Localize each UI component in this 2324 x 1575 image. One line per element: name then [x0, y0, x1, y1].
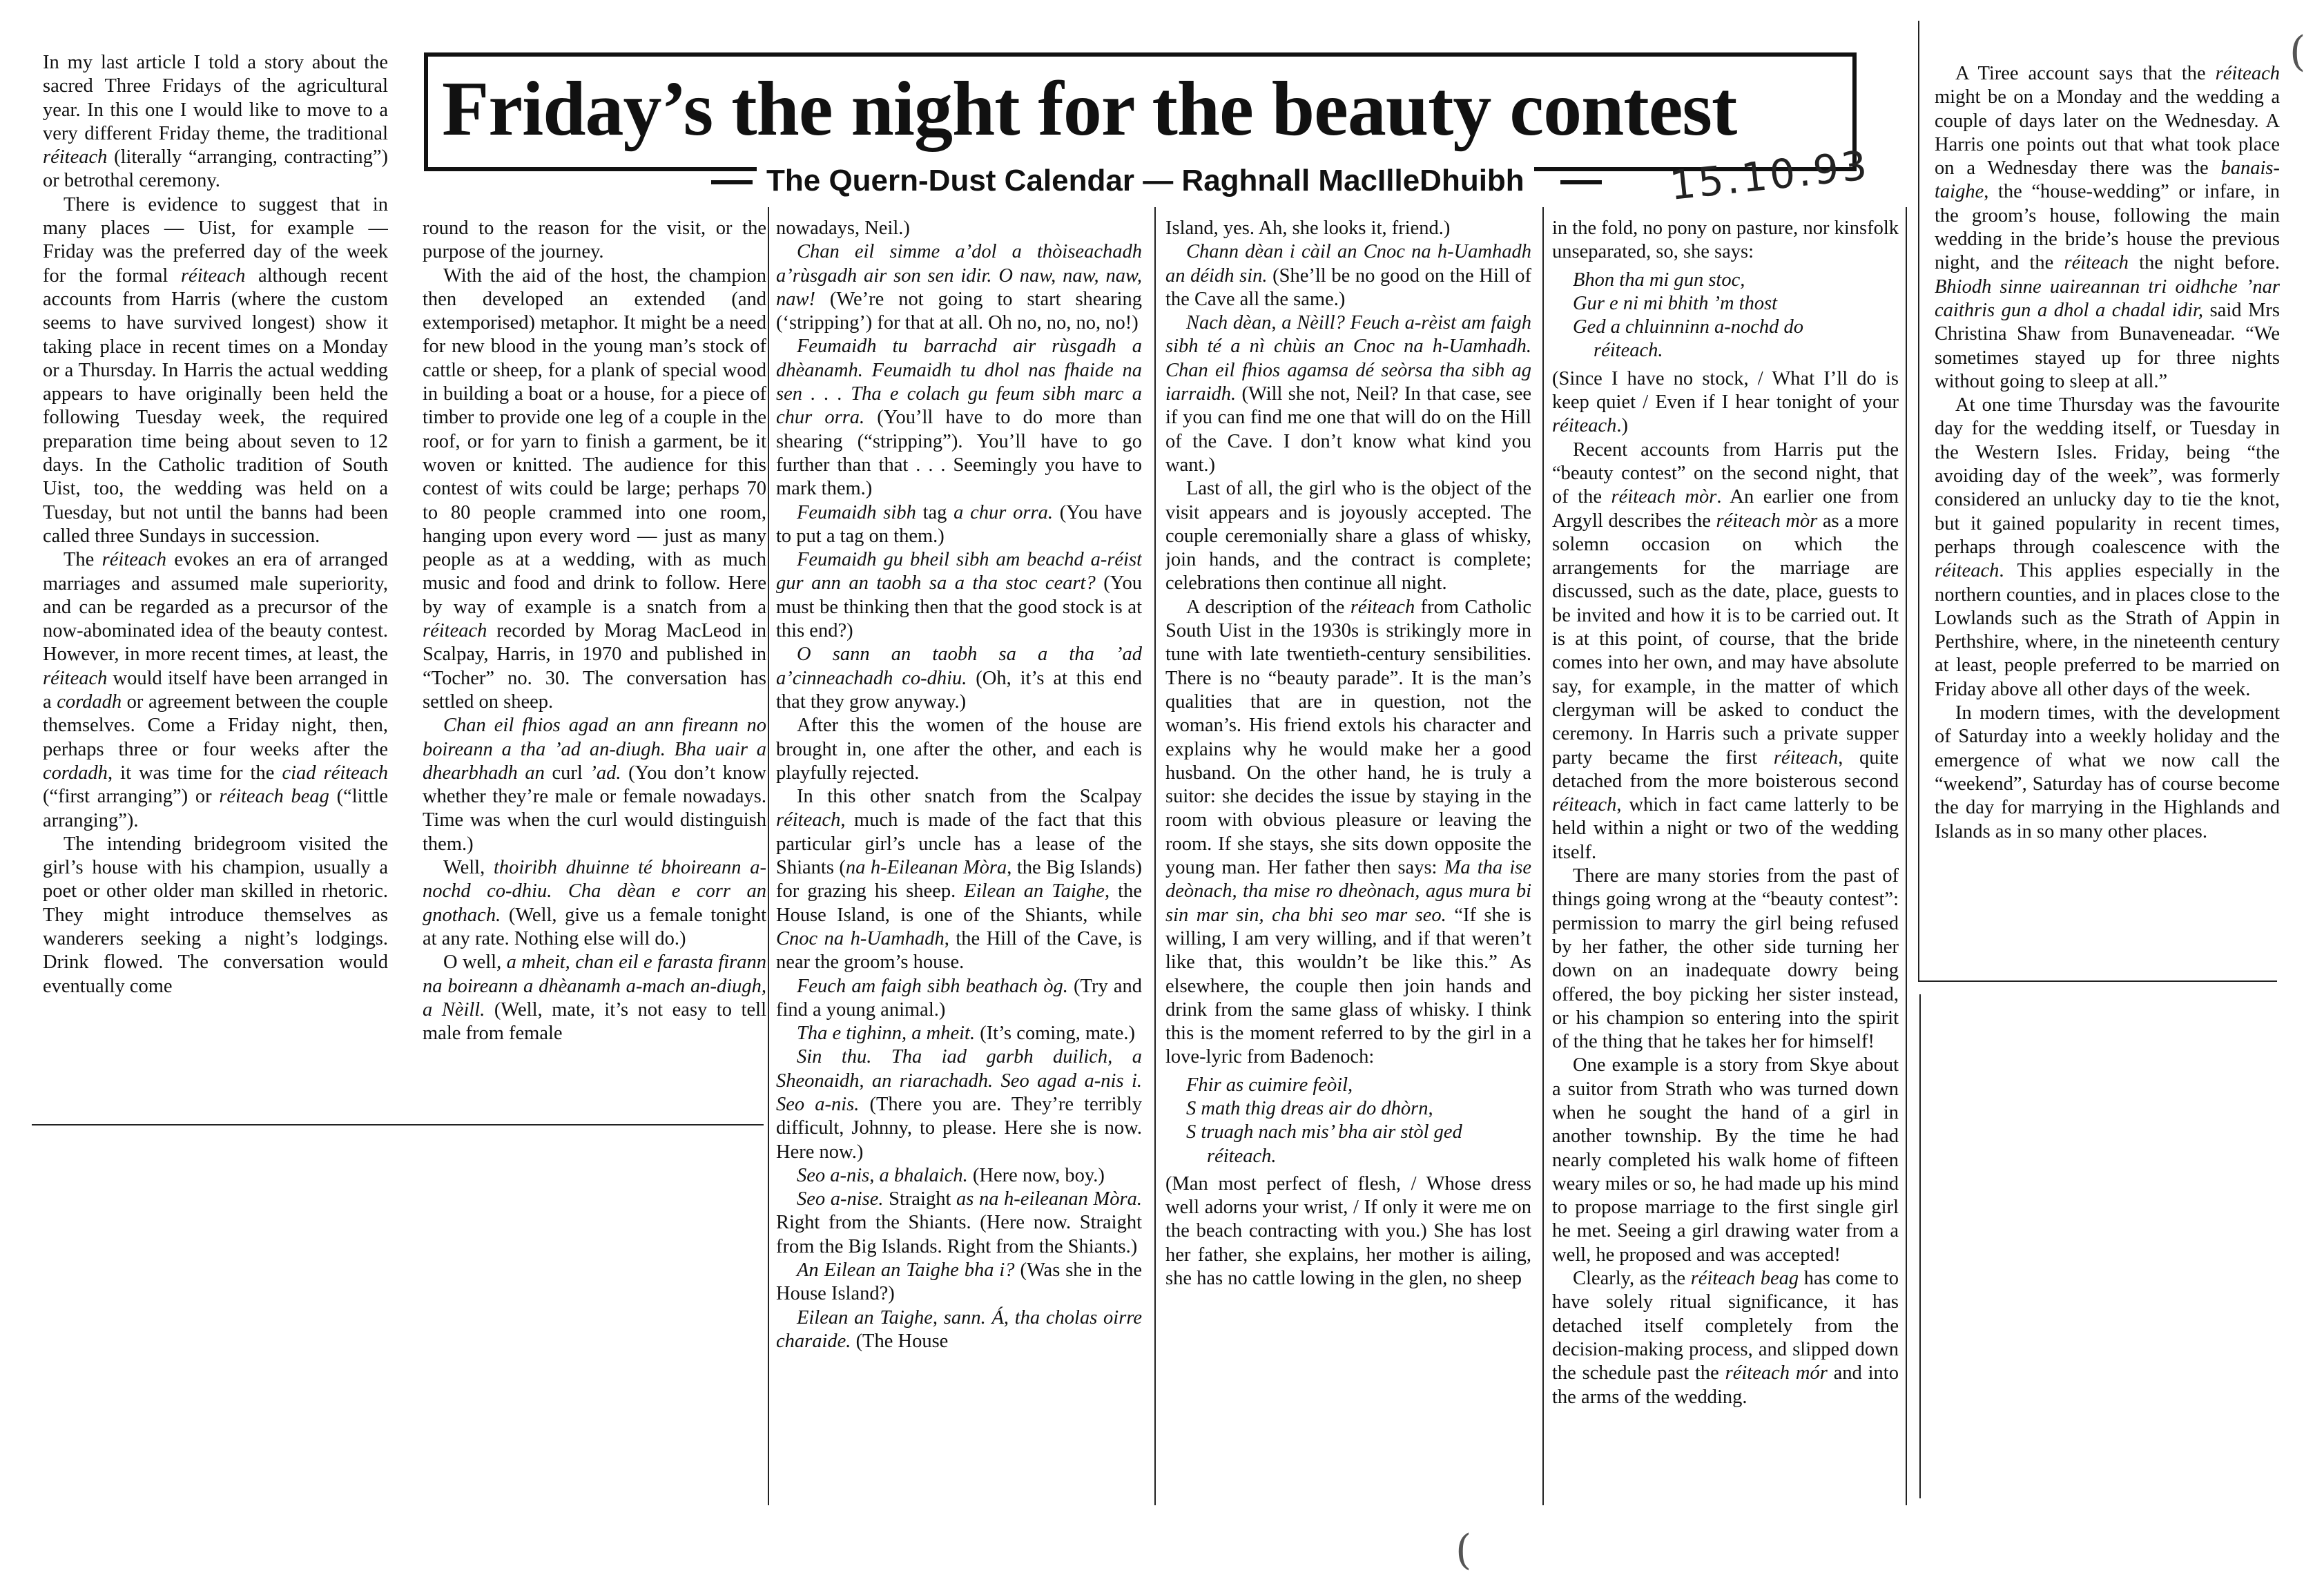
verse-line: réiteach.	[1594, 340, 1663, 362]
margin-mark: (	[1455, 1526, 1472, 1574]
paragraph: (Since I have no stock, / What I’ll do is keep quiet / Even if I hear tonight of your réiteach.)	[1552, 367, 1899, 437]
paragraph: There is evidence to suggest that in many places — Uist, for example — Friday was the preferred day of the week for the formal réiteach although recent accounts from Harris (where the custom seems to have survived longest) show it taking place in recent times on a Monday or a Thursday. In Harris the actual wedding appears to have originally been held the following Tuesday week, the required preparation time being about seven to 12 days. In the Catholic tradition of South Uist, too, the wedding was held on a Tuesday, but not until the banns had been called three Sundays in succession.	[43, 193, 388, 547]
paragraph: Clearly, as the réiteach beag has come to have solely ritual significance, it has detached itself completely from the decision-making process, and slipped down the schedule past the réiteach mór and into the arms of the wedding.	[1552, 1268, 1899, 1408]
paragraph: Eilean an Taighe, sann. Á, tha cholas oirre charaide. (The House	[776, 1306, 1142, 1352]
paragraph: In modern times, with the development of Saturday into a weekly holiday and the emergence of what we now call the “weekend”, Saturday has of course become the day for marrying in the Highlands and Islands as in so many other places.	[1935, 702, 2280, 842]
paragraph: Nach dèan, a Nèill? Feuch a-rèist am faigh sibh té a nì chùis an Cnoc na h-Uamhadh. Chan eil fhios agamsa dé seòrsa tha sibh ag iarraidh. (Will she not, Neil? In that case, see if you can find me one that will do on the Hill of the Cave. I don’t know what kind you want.)	[1165, 312, 1531, 476]
paragraph: nowadays, Neil.)	[776, 218, 910, 239]
paragraph: An Eilean an Taighe bha i? (Was she in the House Island?)	[776, 1259, 1142, 1305]
verse	[1186, 1074, 1531, 1168]
article-column-1	[43, 51, 388, 1121]
paragraph: (Man most perfect of flesh, / Whose dress well adorns your wrist, / If only it were me on the beach contracting with you.) She has lost her father, she explains, her mother is ailing, she has no cattle lowing in the glen, no sheep	[1165, 1172, 1531, 1290]
verse-line: Fhir as cuimire feòil,	[1186, 1074, 1353, 1096]
column-rule	[768, 207, 769, 1505]
verse-line: Gur e ni mi bhith ’m thost	[1573, 292, 1778, 314]
paragraph: Well, thoiribh dhuinne té bhoireann a-nochd co-dhiu. Cha dèan e corr an gnothach. (Well, give us a female tonight at any rate. Nothing else will do.)	[423, 857, 766, 949]
paragraph: In my last article I told a story about the sacred Three Fridays of the agricultural year. In this one I would like to move to a very different Friday theme, the traditional réiteach (literally “arranging, contracting”) or betrothal ceremony.	[43, 52, 388, 192]
column-rule	[1918, 980, 2277, 982]
paragraph: Feuch am faigh sibh beathach òg. (Try and find a young animal.)	[776, 975, 1142, 1021]
paragraph: Sin thu. Tha iad garbh duilich, a Sheonaidh, an riarachadh. Seo agad a-nis i. Seo a-nis. (There you are. They’re terribly difficult, Johnny, to please. Here she is now. Here now.)	[776, 1046, 1142, 1163]
article-column-2	[423, 217, 766, 1076]
article-column-4	[1165, 217, 1531, 1501]
verse	[1573, 269, 1899, 363]
paragraph: Recent accounts from Harris put the “beauty contest” on the second night, that of the réiteach mòr. An earlier one from Argyll describes the réiteach mòr as a more solemn occasion on which the arrangements for the marriage are discussed, such as the date, place, guests to be invited and how it is to be carried out. It is at this point, of course, that the bride comes into her own, and may have absolute say, for example, in the matter of which clergyman will be asked to conduct the ceremony. In Harris such a private supper party became the first réiteach, quite detached from the more boisterous second réiteach, which in fact came latterly to be held within a night or two of the wedding itself.	[1552, 438, 1899, 863]
paragraph: Feumaidh gu bheil sibh am beachd a-réist gur ann an taobh sa a tha stoc ceart? (You must be thinking then that the good stock is at this end?)	[776, 549, 1142, 642]
paragraph: Island, yes. Ah, she looks it, friend.)	[1165, 218, 1451, 239]
paragraph: Seo a-nise. Straight as na h-eileanan Mòra. Right from the Shiants. (Here now. Straight from the Big Islands. Right from the Shiants.)	[776, 1188, 1142, 1257]
paragraph: Chan eil fhios agad an ann fireann no boireann a tha ’ad an-diugh. Bha uair a dhearbhadh an curl ’ad. (You don’t know whether they’re male or female nowadays. Time was when the curl would distinguish them.)	[423, 715, 766, 855]
paragraph: O well, a mheit, chan eil e farasta firann na boireann a dhèanamh a-mach an-diugh, a Nèill. (Well, mate, it’s not easy to tell male from female	[423, 951, 766, 1045]
column-rule	[32, 1124, 764, 1125]
paragraph: A description of the réiteach from Catholic South Uist in the 1930s is strikingly more in tune with late twentieth-century sensibilities. There is no “beauty parade”. It is the man’s qualities that are in question, not the woman’s. His friend extols his character and explains why he would make her a good husband. On the other hand, he is truly a suitor: she decides the issue by staying in the room with obvious pleasure or leaving the room. If she stays, she sits down opposite the young man. Her father then says: Ma tha ise deònach, tha mise ro dheònach, agus mura bi sin mar sin, cha bhi seo mar seo. “If she is willing, I am very willing, and if that weren’t like that, this wouldn’t be like this.” As elsewhere, the couple then join hands and drink from the same glass of whisky. I think this is the moment referred to by the girl in a love-lyric from Badenoch:	[1165, 596, 1531, 1068]
paragraph: Tha e tighinn, a mheit. (It’s coming, mate.)	[797, 1023, 1135, 1045]
verse-line: S math thig dreas air do dhòrn,	[1186, 1097, 1433, 1119]
paragraph: Chann dèan i càil an Cnoc na h-Uamhadh an déidh sin. (She’ll be no good on the Hill of the Cave all the same.)	[1165, 241, 1531, 310]
verse-line: Bhon tha mi gun stoc,	[1573, 269, 1745, 291]
paragraph: The réiteach evokes an era of arranged marriages and assumed male superiority, and can be regarded as a precursor of the now-abominated idea of the beauty contest. However, in more recent times, at least, the réiteach would itself have been arranged in a cordadh or agreement between the couple themselves. Come a Friday night, then, perhaps three or four weeks after the cordadh, it was time for the ciad réiteach (“first arranging”) or réiteach beag (“little arranging”).	[43, 549, 388, 831]
headline: Friday’s the night for the beauty contest	[442, 66, 1737, 152]
handwritten-date: 15.10.93	[1667, 142, 1872, 209]
paragraph: There are many stories from the past of things going wrong at the “beauty contest”: permission to marry the girl being refused by her father, the other side turning her down on an inadequate dowry being offered, the boy picking her sister instead, or his champion so entering into the spirit of the thing that he takes her for himself!	[1552, 865, 1899, 1053]
paragraph: Seo a-nis, a bhalaich. (Here now, boy.)	[797, 1164, 1105, 1186]
column-rule	[1542, 207, 1544, 1505]
paragraph: One example is a story from Skye about a suitor from Strath who was turned down when he sought the hand of a girl in another township. By the time he had nearly completed his walk home of fifteen weary miles or so, he had made up his mind to propose marriage to the first single girl he met. Seeing a girl drawing water from a well, he proposed and was accepted!	[1552, 1054, 1899, 1266]
paragraph: Chan eil simme a’dol a thòiseachadh a’rùsgadh air son sen idir. O naw, naw, naw, naw! (We’re not going to start shearing (‘stripping’) for that at all. Oh no, no, no, no!)	[776, 241, 1142, 334]
paragraph: Last of all, the girl who is the object of the visit appears and is joyously accepted. The couple ceremonially share a glass of whisky, join hands, and the contract is complete; celebrations then continue all night.	[1165, 478, 1531, 595]
article-column-6	[1935, 62, 2280, 980]
byline: The Quern-Dust Calendar — Raghnall MacIlleDhuibh	[757, 163, 1534, 199]
byline-rule-right	[1560, 180, 1602, 184]
paragraph: With the aid of the host, the champion then developed an extended (and extemporised) metaphor. It might be a need for new blood in the young man’s stock of cattle or sheep, for a plank of special wood in building a boat or a house, for a piece of timber to provide one leg of a couple in the roof, or for yarn to finish a garment, be it woven or knitted. The audience for this contest of wits could be large; perhaps 70 to 80 people crammed into one room, hanging upon every word — just as many people as at a wedding, with as much music and food and drink to follow. Here by way of example is a snatch from a réiteach recorded by Morag MacLeod in Scalpay, Harris, in 1970 and published in “Tocher” no. 30. The conversation has settled on sheep.	[423, 264, 766, 713]
margin-mark: (	[2289, 28, 2306, 76]
paragraph: O sann an taobh sa a tha ’ad a’cinneachadh co-dhiu. (Oh, it’s at this end that they grow anyway.)	[776, 644, 1142, 713]
paragraph: After this the women of the house are brought in, one after the other, and each is playfully rejected.	[776, 715, 1142, 784]
column-rule	[1906, 207, 1907, 1505]
paragraph: The intending bridegroom visited the girl’s house with his champion, usually a poet or other older man skilled in rhetoric. They might introduce themselves as wanderers seeking a night’s lodgings. Drink flowed. The conversation would eventually come	[43, 833, 388, 997]
paragraph: In this other snatch from the Scalpay réiteach, much is made of the fact that this particular girl’s uncle has a lease of the Shiants (na h-Eileanan Mòra, the Big Islands) for grazing his sheep. Eilean an Taighe, the House Island, is one of the Shiants, while Cnoc na h-Uamhadh, the Hill of the Cave, is near the groom’s house.	[776, 786, 1142, 974]
paragraph: Feumaidh sibh tag a chur orra. (You have to put a tag on them.)	[776, 501, 1142, 547]
column-rule	[1154, 207, 1156, 1505]
column-rule	[1919, 994, 1921, 1498]
paragraph: Feumaidh tu barrachd air rùsgadh a dhèanamh. Feumaidh tu dhol nas fhaide na sen . . . Tha e colach gu feum sibh marc a chur orra. (You’ll have to do more than shearing (“stripping”). You’ll have to go further than that . . . Seemingly you have to mark them.)	[776, 336, 1142, 500]
article-column-3	[776, 217, 1142, 1501]
paragraph: in the fold, no pony on pasture, nor kinsfolk unseparated, so, she says:	[1552, 218, 1899, 263]
paragraph: round to the reason for the visit, or the purpose of the journey.	[423, 218, 766, 263]
paragraph: A Tiree account says that the réiteach might be on a Monday and the wedding a couple of days later on the Wednesday. A Harris one points out that what took place on a Wednesday there was the banais-taighe, the “house-wedding” or infare, in the groom’s house, following the main wedding in the bride’s house the previous night, and the réiteach the night before. Bhiodh sinne uaireannan tri oidhche ’nar caithris gun a dhol a chadal idir, said Mrs Christina Shaw from Bunaveneadar. “We sometimes stayed up for three nights without going to sleep at all.”	[1935, 63, 2280, 392]
byline-rule-left	[711, 180, 753, 184]
column-rule	[1918, 21, 1919, 980]
verse-line: réiteach.	[1207, 1145, 1277, 1167]
verse-line: S truagh nach mis’ bha air stòl ged	[1186, 1121, 1462, 1143]
article-column-5	[1552, 217, 1899, 1501]
verse-line: Ged a chluinninn a-nochd do	[1573, 316, 1804, 338]
paragraph: At one time Thursday was the favourite day for the wedding itself, or Tuesday in the Western Isles. Friday, being “the avoiding day of the week”, was formerly considered an unlucky day to tie the knot, but it gained popularity in recent times, perhaps through coalescence with the réiteach. This applies especially in the northern counties, and in places close to the Lowlands such as the Strath of Appin in Perthshire, where, in the nineteenth century at least, people preferred to be married on Friday above all other days of the week.	[1935, 394, 2280, 700]
